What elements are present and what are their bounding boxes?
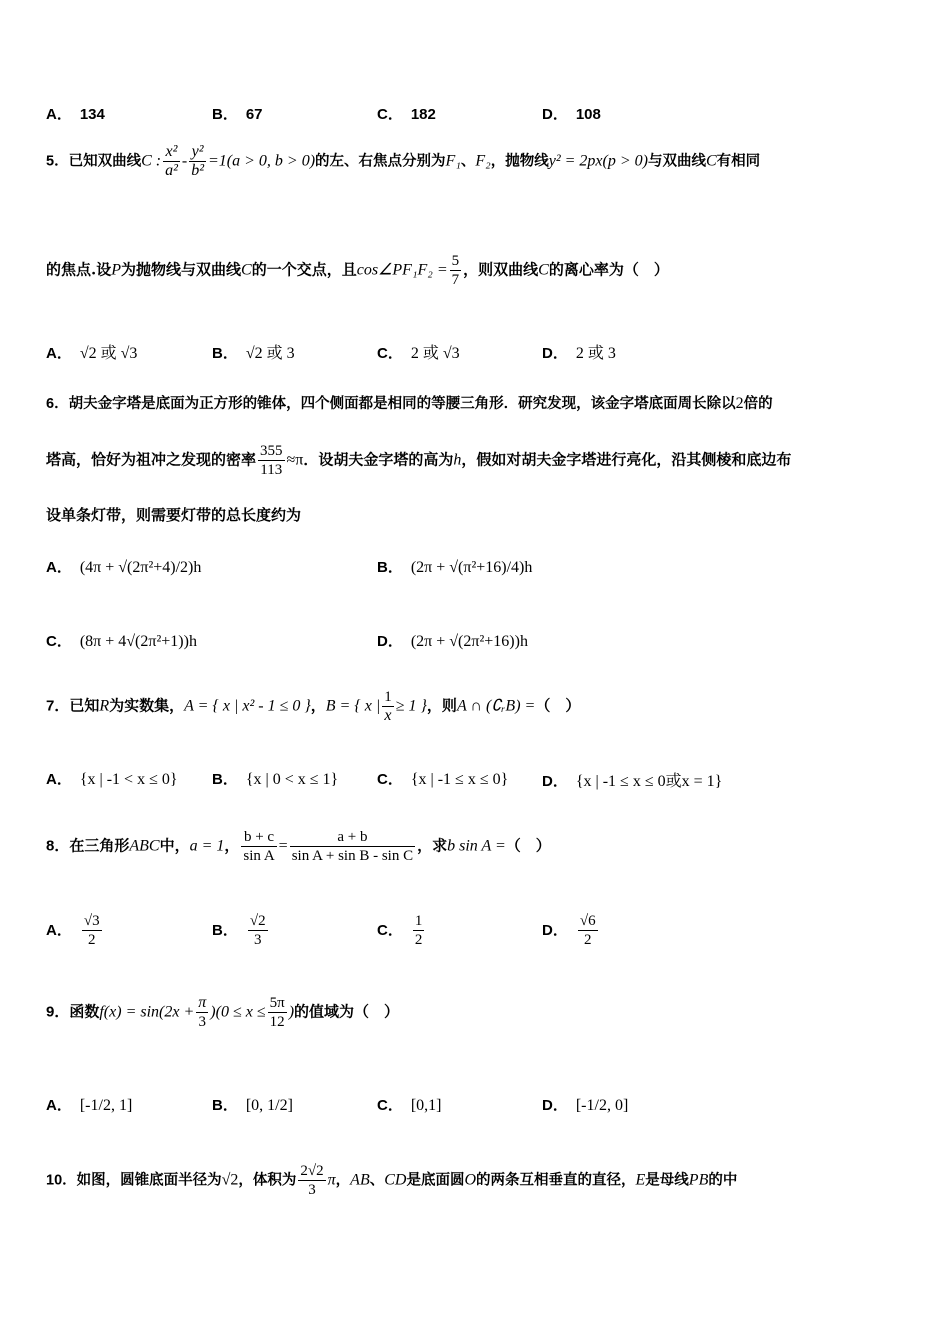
option-key: B． (377, 559, 403, 576)
text: 塔高，恰好为祖冲之发现的密率 (46, 450, 257, 469)
option-key: C． (377, 345, 403, 362)
option-text: √2 或 3 (245, 345, 295, 362)
q4-option-d[interactable] (542, 103, 601, 124)
option-fraction: $\frac{√3}{2}$ (83, 913, 100, 948)
text: 是母线 (645, 1171, 689, 1189)
q6-option-b[interactable] (377, 556, 532, 577)
option-key: D． (542, 106, 568, 123)
q8-option-a[interactable] (46, 912, 104, 949)
text: 的焦点.设 (46, 260, 112, 279)
q8-option-d[interactable] (542, 912, 600, 949)
q4-option-b[interactable] (212, 103, 263, 124)
option-key: A． (46, 345, 72, 362)
q5-option-c[interactable] (377, 340, 460, 363)
option-key: B． (212, 1097, 238, 1114)
option-text: 2 或 3 (575, 345, 616, 362)
option-key: A． (46, 106, 72, 123)
q9-option-d[interactable] (542, 1094, 628, 1115)
question-number: 9． (46, 1003, 70, 1021)
q5-stem-line2 (46, 252, 910, 289)
option-text: (8π + 4√(2π²+1))h (79, 633, 197, 650)
option-text: (2π + √(2π²+16))h (410, 633, 528, 650)
text: ， (335, 1171, 351, 1189)
text: ，则双曲线 (463, 260, 539, 279)
text: （ ） (535, 696, 581, 715)
math-parabola: y² = 2px(p > 0) (548, 152, 648, 170)
text: 的一个交点，且 (251, 260, 357, 279)
math-c: C (241, 261, 252, 279)
option-key: C． (377, 1097, 403, 1114)
option-text: {x | -1 ≤ x ≤ 0} (410, 771, 509, 788)
option-text: √2 或 √3 (79, 345, 138, 362)
math-pi: π (327, 1171, 336, 1189)
text: 的中 (708, 1171, 738, 1189)
text: （ ） (505, 836, 551, 855)
option-text: 2 或 √3 (410, 345, 460, 362)
q8-stem (46, 828, 910, 865)
option-key: D． (377, 633, 403, 650)
math-c: C (538, 261, 549, 279)
q6-option-c[interactable] (46, 630, 197, 651)
text: 的离心率为（ ） (548, 260, 669, 279)
math-expr: A ∩ (∁ᵣB) = (456, 697, 536, 715)
math-set-a: A = { x | x² - 1 ≤ 0 } (184, 697, 311, 715)
fraction-volume: $\frac{2√2}{3}$ (300, 1163, 324, 1198)
q9-stem (46, 994, 910, 1031)
math-func-right: ) (288, 1003, 295, 1021)
fraction-x2-a2: $\frac{\text{x²}}{\text{a²}}$ (165, 143, 178, 179)
text: 胡夫金字塔是底面为正方形的锥体，四个侧面都是相同的等腰三角形．研究发现，该金字塔底面周长除以 (68, 395, 736, 412)
text: ，则 (426, 696, 457, 715)
text: 的两条互相垂直的直径， (476, 1171, 636, 1189)
option-key: A． (46, 559, 72, 576)
math-a-eq: a = 1 (189, 837, 225, 855)
math-set-b-right: ≥ 1 } (395, 697, 427, 715)
question-number: 10． (46, 1172, 77, 1189)
text: 为实数集， (109, 696, 185, 715)
option-fraction: $\frac{√6}{2}$ (579, 913, 596, 948)
fraction-pi-3: $\frac{\pi}{3}$ (198, 994, 207, 1030)
text: 如图，圆锥底面半径为 (76, 1171, 222, 1189)
option-text: {x | -1 ≤ x ≤ 0或x = 1} (575, 773, 723, 790)
text: ，抛物线 (490, 152, 549, 170)
text: 已知双曲线 (68, 152, 142, 170)
q5-option-b[interactable] (212, 340, 295, 363)
math-abc: ABC (129, 837, 160, 855)
math-target: b sin A = (447, 837, 506, 855)
text: ，体积为 (238, 1171, 297, 1189)
q10-stem (46, 1162, 910, 1199)
text: 有相同 (716, 152, 761, 170)
math-o: O (464, 1171, 477, 1189)
option-key: A． (46, 1097, 72, 1114)
option-fraction: $\frac{√2}{3}$ (249, 913, 266, 948)
math-p: P (111, 261, 122, 279)
option-key: B． (212, 771, 238, 788)
q6-stem-line2 (46, 442, 910, 479)
q6-stem-line3 (46, 504, 910, 525)
fraction-lhs: $\frac{b + c}{\text{sin A}}$ (243, 829, 275, 864)
text: ， (310, 696, 326, 715)
math-f1: F₁ (445, 152, 461, 170)
question-number: 6． (46, 396, 69, 412)
option-text: {x | -1 < x ≤ 0} (79, 771, 178, 788)
q7-option-c[interactable] (377, 768, 508, 789)
q7-option-d[interactable] (542, 768, 722, 791)
q7-stem (46, 688, 910, 725)
q8-option-c[interactable] (377, 912, 426, 949)
question-number: 5． (46, 153, 69, 170)
option-text: (2π + √(π²+16)/4)h (410, 559, 533, 576)
option-key: A． (46, 771, 72, 788)
q5-option-d[interactable] (542, 340, 616, 363)
option-text: (4π + √(2π²+4)/2)h (79, 559, 202, 576)
q4-option-c[interactable] (377, 103, 436, 124)
q8-option-b[interactable] (212, 912, 270, 949)
math: - (181, 152, 188, 170)
math-eq: = (278, 837, 288, 855)
text: 中， (159, 836, 190, 855)
math-set-b-left: B = { x | (325, 697, 381, 715)
math: C : (141, 152, 162, 170)
q4-option-a[interactable] (46, 103, 105, 124)
q5-option-a[interactable] (46, 340, 137, 363)
math: =1(a > 0, b > 0) (208, 152, 316, 170)
option-key: A． (46, 921, 72, 939)
option-key: D． (542, 345, 568, 362)
text: 的值域为（ ） (294, 1002, 400, 1021)
math-f2: F₂ (475, 152, 491, 170)
math-cd: CD (384, 1171, 407, 1189)
option-key: C． (377, 106, 403, 123)
text: 与双曲线 (647, 152, 706, 170)
math-h: h (453, 451, 462, 469)
text: 已知 (69, 696, 100, 715)
option-text: 134 (79, 106, 105, 123)
fraction-355-113: $\frac{355}{113}$ (260, 443, 283, 478)
math-func-mid: )(0 ≤ x ≤ (210, 1003, 266, 1021)
q6-option-d[interactable] (377, 630, 528, 651)
math-radius: √2 (221, 1171, 239, 1189)
question-number: 7． (46, 697, 70, 715)
text: ，假如对胡夫金字塔进行亮化，沿其侧棱和底边布 (461, 450, 792, 469)
math-pb: PB (688, 1171, 709, 1189)
math-ab: AB (350, 1171, 370, 1189)
fraction-y2-b2: $\frac{\text{y²}}{\text{b²}}$ (191, 143, 204, 179)
option-text: 182 (410, 106, 436, 123)
q6-option-a[interactable] (46, 556, 201, 577)
option-text: [0, 1/2] (245, 1097, 293, 1114)
option-text: [-1/2, 1] (79, 1097, 133, 1114)
math-cos: cos∠PF₁F₂ = (356, 261, 448, 279)
question-number: 8． (46, 837, 70, 855)
fraction-5pi-12: $\frac{5\pi}{12}$ (269, 995, 285, 1030)
text: 的左、右焦点分别为 (315, 152, 446, 170)
q9-option-a[interactable] (46, 1094, 132, 1115)
text: ．设胡夫金字塔的高为 (303, 450, 454, 469)
fraction-1-x: $\frac{1}{x}$ (384, 689, 392, 724)
text: 设单条灯带，则需要灯带的总长度约为 (46, 506, 302, 524)
q5-stem-line1 (46, 143, 910, 180)
option-key: D． (542, 773, 568, 790)
q9-option-b[interactable] (212, 1094, 293, 1115)
math-c: C (705, 152, 717, 170)
text: 是底面圆 (406, 1171, 465, 1189)
fraction-5-7: $\frac{5}{7}$ (451, 253, 460, 288)
option-key: C． (377, 771, 403, 788)
option-fraction: $\frac{1}{2}$ (414, 913, 423, 948)
q9-option-c[interactable] (377, 1094, 442, 1115)
math-func-left: f(x) = sin(2x + (99, 1003, 195, 1021)
option-text: 67 (245, 106, 263, 123)
text: 倍的 (743, 395, 773, 412)
option-key: B． (212, 106, 238, 123)
text: 、 (460, 152, 476, 170)
text: ， (224, 836, 240, 855)
option-key: C． (377, 921, 403, 939)
option-text: [-1/2, 0] (575, 1097, 629, 1114)
math-approx: ≈π (286, 451, 304, 469)
option-key: D． (542, 1097, 568, 1114)
text: 为抛物线与双曲线 (121, 260, 242, 279)
q7-option-b[interactable] (212, 768, 338, 789)
math-two: 2 (735, 395, 744, 412)
text: 函数 (69, 1002, 100, 1021)
option-key: B． (212, 921, 238, 939)
math-r: R (99, 697, 110, 715)
option-text: 108 (575, 106, 601, 123)
text: 在三角形 (69, 836, 130, 855)
option-text: [0,1] (410, 1097, 442, 1114)
fraction-rhs: $\frac{a + b}{\text{sin A + sin B - sin C}}$ (291, 829, 414, 864)
option-text: {x | 0 < x ≤ 1} (245, 771, 339, 788)
option-key: D． (542, 921, 568, 939)
text: ，求 (417, 836, 448, 855)
option-key: C． (46, 633, 72, 650)
q6-stem-line1 (46, 392, 910, 413)
option-key: B． (212, 345, 238, 362)
q7-option-a[interactable] (46, 768, 178, 789)
text: 、 (369, 1171, 385, 1189)
math-e: E (635, 1171, 646, 1189)
